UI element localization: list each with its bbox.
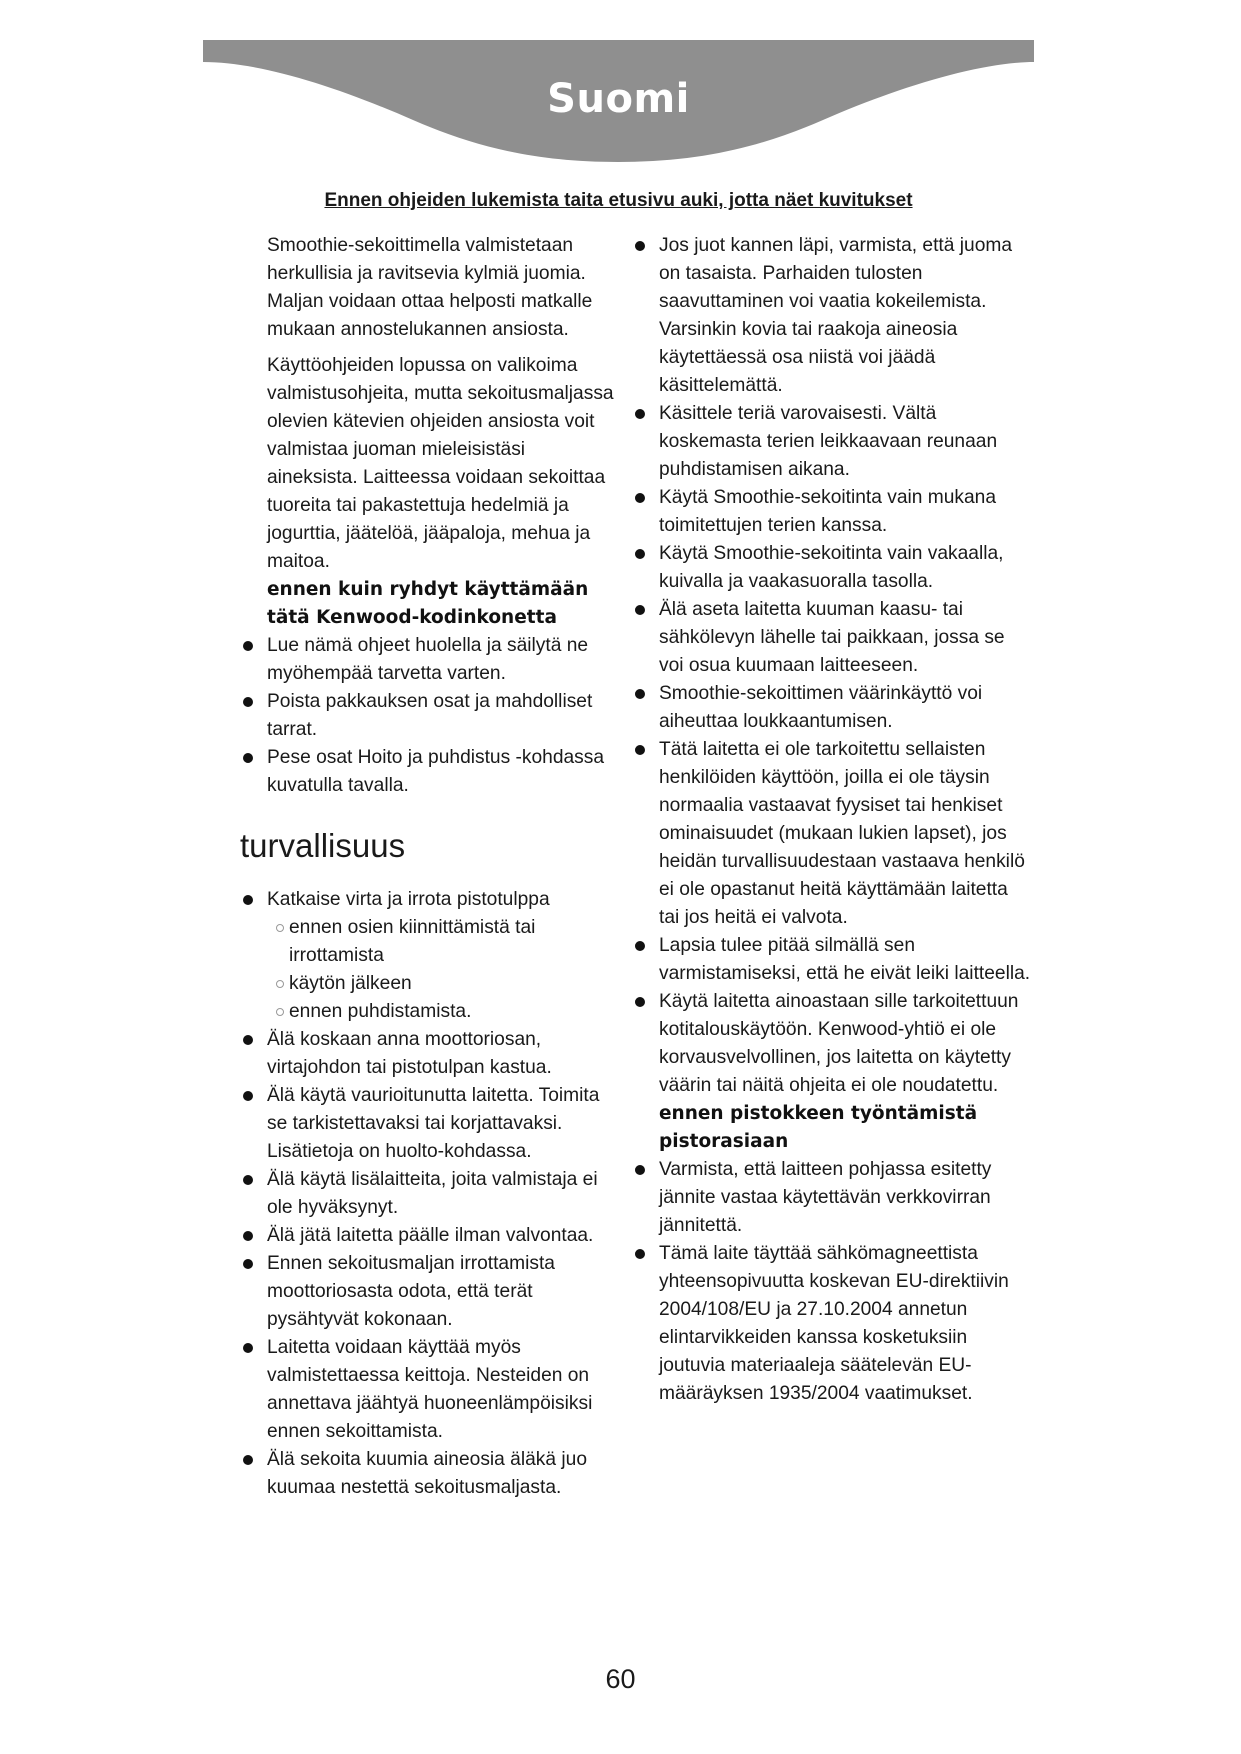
page-title: Suomi [547,76,690,122]
list-item: Varmista, että laitteen pohjassa esitetty jännite vastaa käytettävän verkkovirran jännitettä. [632,1156,1032,1240]
header-band [203,40,1034,180]
safety-list [240,886,616,1502]
list-item: Pese osat Hoito ja puhdistus -kohdassa kuvatulla tavalla. [240,744,616,800]
list-item: Älä aseta laitetta kuuman kaasu- tai sähkölevyn lähelle tai paikkaan, jossa se voi osua kuumaan laitteeseen. [632,596,1032,680]
list-item: Tämä laite täyttää sähkömagneettista yhteensopivuutta koskevan EU-direktiivin 2004/108/EU ja 27.10.2004 annetun elintarvikkeiden kanssa kosketuksiin joutuvia materiaaleja säätelevän EU-määräyksen 1935/2004 vaatimukset. [632,1240,1032,1408]
list-item: Lue nämä ohjeet huolella ja säilytä ne myöhempää tarvetta varten. [240,632,616,688]
list-item: Käsittele teriä varovaisesti. Vältä koskemasta terien leikkaavaan reunaan puhdistamisen aikana. [632,400,1032,484]
list-item: Käytä Smoothie-sekoitinta vain mukana toimitettujen terien kanssa. [632,484,1032,540]
list-item: Älä koskaan anna moottoriosan, virtajohdon tai pistotulpan kastua. [240,1026,616,1082]
unplug-sublist [267,914,616,1026]
sub-list-item: käytön jälkeen [267,970,616,998]
before-use-heading: ennen kuin ryhdyt käyttämään tätä Kenwood-kodinkonetta [267,579,589,628]
unplug-instruction: Katkaise virta ja irrota pistotulppa [267,889,550,910]
list-item [240,886,616,1026]
page-number: 60 [605,1664,636,1694]
list-item: Jos juot kannen läpi, varmista, että juoma on tasaista. Parhaiden tulosten saavuttaminen voi vaatia kokeilemista. Varsinkin kovia tai raakoja aineosia käytettäessä osa niistä voi jäädä käsittelemättä. [632,232,1032,400]
safety-list-continued [632,232,1032,1100]
fold-out-instruction: Ennen ohjeiden lukemista taita etusivu auki, jotta näet kuvitukset [324,190,913,211]
before-use-list [240,632,616,800]
list-item: Älä käytä lisälaitteita, joita valmistaja ei ole hyväksynyt. [240,1166,616,1222]
list-item: Älä sekoita kuumia aineosia äläkä juo kuumaa nestettä sekoitusmaljasta. [240,1446,616,1502]
before-plugging-heading: ennen pistokkeen työntämistä pistorasiaan [659,1103,978,1152]
list-item: Lapsia tulee pitää silmällä sen varmistamiseksi, että he eivät leiki laitteella. [632,932,1032,988]
before-plugging-list [632,1156,1032,1408]
safety-heading: turvallisuus [240,827,406,864]
list-item: Käytä Smoothie-sekoitinta vain vakaalla, kuivalla ja vaakasuoralla tasolla. [632,540,1032,596]
list-item: Käytä laitetta ainoastaan sille tarkoitettuun kotitalouskäytöön. Kenwood-yhtiö ei ole korvausvelvollinen, jos laitetta on käytetty väärin tai näitä ohjeita ei ole noudatettu. [632,988,1032,1100]
list-item: Älä käytä vaurioitunutta laitetta. Toimita se tarkistettavaksi tai korjattavaksi. Lisätietoja on huolto-kohdassa. [240,1082,616,1166]
sub-list-item: ennen osien kiinnittämistä tai irrottamista [267,914,616,970]
list-item: Tätä laitetta ei ole tarkoitettu sellaisten henkilöiden käyttöön, joilla ei ole täysin normaalia vastaavat fyysiset tai henkiset ominaisuudet (mukaan lukien lapset), jos heidän turvallisuudestaan vastaava henkilö ei ole opastanut heitä käyttämään laitetta tai jos heitä ei valvota. [632,736,1032,932]
list-item: Smoothie-sekoittimen väärinkäyttö voi aiheuttaa loukkaantumisen. [632,680,1032,736]
sub-list-item: ennen puhdistamista. [267,998,616,1026]
intro-paragraph-2: Käyttöohjeiden lopussa on valikoima valmistusohjeita, mutta sekoitusmaljassa olevien kätevien ohjeiden ansiosta voit valmistaa juoman mieleisistäsi aineksista. Laitteessa voidaan sekoittaa tuoreita tai pakastettuja hedelmiä ja jogurttia, jäätelöä, jääpaloja, mehua ja maitoa. [267,355,614,572]
right-column [632,232,1032,1408]
list-item: Ennen sekoitusmaljan irrottamista moottoriosasta odota, että terät pysähtyvät kokonaan. [240,1250,616,1334]
list-item: Laitetta voidaan käyttää myös valmistettaessa keittoja. Nesteiden on annettava jäähtyä huoneenlämpöisiksi ennen sekoittamista. [240,1334,616,1446]
left-column [240,232,616,1502]
list-item: Älä jätä laitetta päälle ilman valvontaa. [240,1222,616,1250]
list-item: Poista pakkauksen osat ja mahdolliset tarrat. [240,688,616,744]
intro-paragraph-1: Smoothie-sekoittimella valmistetaan herkullisia ja ravitsevia kylmiä juomia. Maljan voidaan ottaa helposti matkalle mukaan annostelukannen ansiosta. [267,235,593,340]
